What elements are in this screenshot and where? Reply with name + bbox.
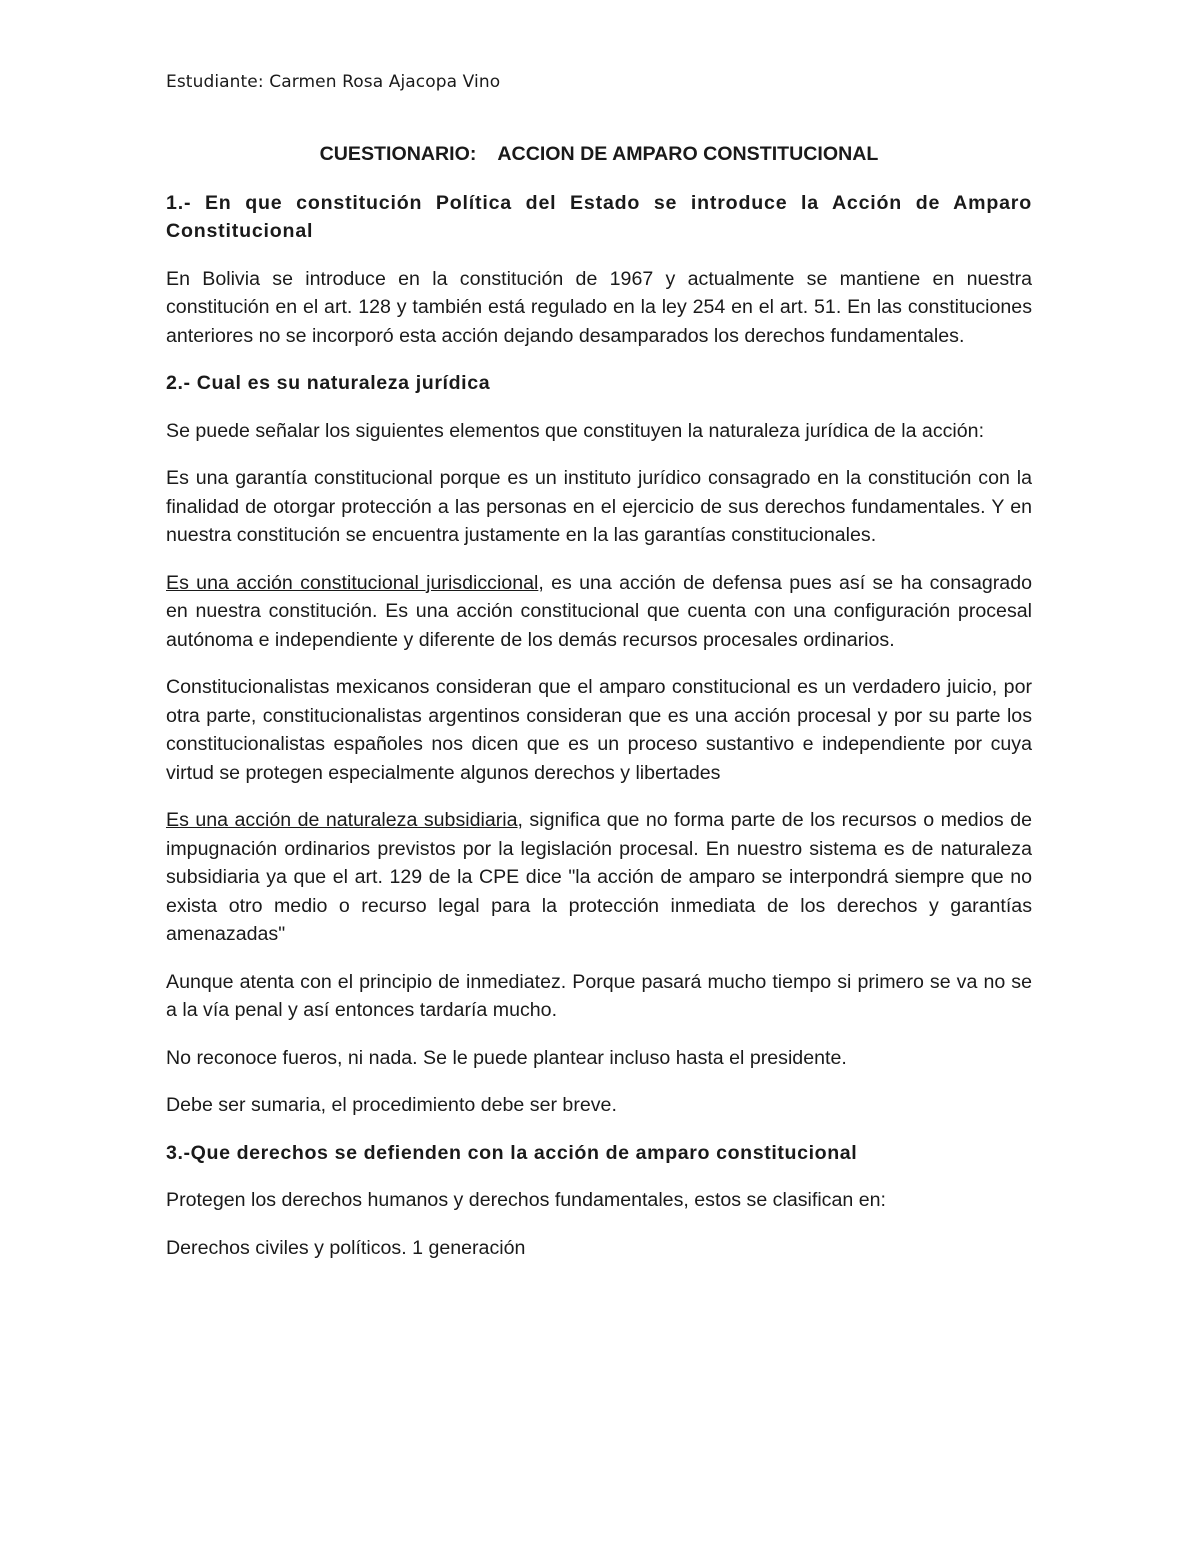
student-label: Estudiante: <box>166 72 264 92</box>
paragraph-text: , es una acción de defensa pues así se ha consagrado en nuestra constitución. Es una acción constitucional que cuenta con una configuración procesal autónoma e independiente y diferente de los demás recursos procesales ordinarios. <box>166 571 1032 651</box>
answer-2-paragraph-intro: Se puede señalar los siguientes elementos que constituyen la naturaleza jurídica de la acción: <box>166 419 985 442</box>
answer-2-paragraph-subsidiaria <box>166 806 1032 949</box>
paragraph-text: , significa que no forma parte de los recursos o medios de impugnación ordinarios previstos por la legislación procesal. En nuestro sistema es de naturaleza subsidiaria ya que el art. 129 de la CPE dice "la acción de amparo se interpondrá siempre que no exista otro medio o recurso legal para la protección inmediata de los derechos y garantías amenazadas" <box>166 809 1032 945</box>
student-line <box>166 68 1032 96</box>
document-body <box>166 68 1032 1281</box>
question-3-heading: 3.-Que derechos se defienden con la acción de amparo constitucional <box>166 1141 858 1164</box>
document-title: CUESTIONARIO: ACCION DE AMPARO CONSTITUCIONAL <box>319 143 879 165</box>
answer-1-paragraph: En Bolivia se introduce en la constitución de 1967 y actualmente se mantiene en nuestra constitución en el art. 128 y también está regulado en la ley 254 en el art. 51. En las constituciones anteriores no se incorporó esta acción dejando desamparados los derechos fundamentales. <box>166 267 1032 347</box>
answer-3-paragraph-generacion: Derechos civiles y políticos. 1 generación <box>166 1236 526 1259</box>
student-name: Carmen Rosa Ajacopa Vino <box>269 72 501 92</box>
answer-2-paragraph-fueros: No reconoce fueros, ni nada. Se le puede plantear incluso hasta el presidente. <box>166 1046 847 1069</box>
underlined-phrase: Es una acción constitucional jurisdiccional <box>166 571 539 594</box>
underlined-phrase: Es una acción de naturaleza subsidiaria <box>166 809 518 831</box>
answer-2-paragraph-sumaria: Debe ser sumaria, el procedimiento debe ser breve. <box>166 1094 617 1116</box>
question-1-heading: 1.- En que constitución Política del Estado se introduce la Acción de Amparo Constitucional <box>166 191 1032 242</box>
answer-2-paragraph-jurisdiccional <box>166 569 1032 655</box>
answer-2-paragraph-constitucionalistas: Constitucionalistas mexicanos consideran que el amparo constitucional es un verdadero juicio, por otra parte, constitucionalistas argentinos consideran que es una acción procesal y por su parte los constitucionalistas españoles nos dicen que es un proceso sustantivo e independiente por cuya virtud se protegen especialmente algunos derechos y libertades <box>166 676 1032 784</box>
answer-2-paragraph-garantia: Es una garantía constitucional porque es un instituto jurídico consagrado en la constitución con la finalidad de otorgar protección a las personas en el ejercicio de sus derechos fundamentales. Y en nuestra constitución se encuentra justamente en la las garantías constitucionales. <box>166 467 1032 546</box>
question-2-heading: 2.- Cual es su naturaleza jurídica <box>166 372 491 394</box>
answer-3-paragraph-intro: Protegen los derechos humanos y derechos fundamentales, estos se clasifican en: <box>166 1189 886 1211</box>
answer-2-paragraph-inmediatez: Aunque atenta con el principio de inmediatez. Porque pasará mucho tiempo si primero se va no se a la vía penal y así entonces tardaría mucho. <box>166 970 1032 1021</box>
